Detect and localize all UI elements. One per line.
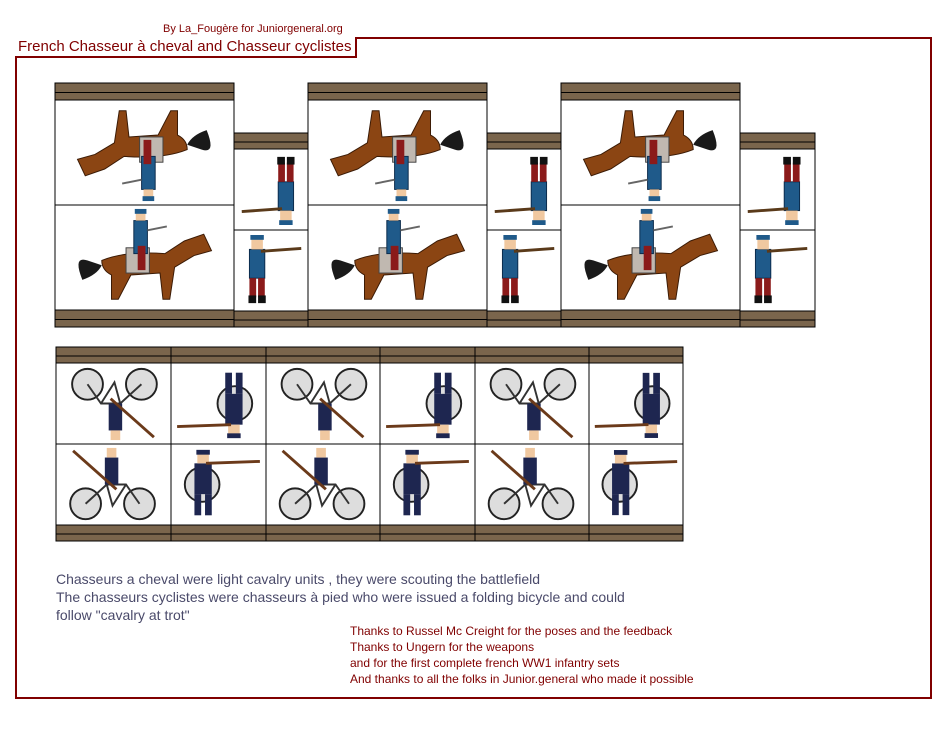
description-line: The chasseurs cyclistes were chasseurs à pied who were issued a folding bicycle and could [56, 589, 625, 605]
thanks-line: And thanks to all the folks in Junior.general who made it possible [350, 672, 694, 686]
base-strip [589, 347, 683, 363]
base-strip [266, 347, 380, 363]
base-strip [561, 310, 740, 327]
base-strip [234, 311, 309, 327]
base-strip [234, 133, 309, 149]
thanks-line: Thanks to Ungern for the weapons [350, 640, 535, 654]
cyclist-column [589, 347, 683, 541]
cavalry-group [55, 83, 309, 327]
cyclist-column [380, 347, 475, 541]
author-credit: By La_Fougère for Juniorgeneral.org [163, 23, 343, 35]
base-strip [740, 311, 815, 327]
cavalry-group [561, 83, 815, 327]
base-strip [171, 525, 266, 541]
base-strip [55, 310, 234, 327]
base-strip [308, 83, 487, 100]
description-line: follow "cavalry at trot" [56, 607, 190, 623]
base-strip [380, 347, 475, 363]
description-line: Chasseurs a cheval were light cavalry units , they were scouting the battlefield [56, 571, 541, 587]
base-strip [171, 347, 266, 363]
base-strip [740, 133, 815, 149]
base-strip [487, 311, 562, 327]
description [56, 570, 625, 624]
base-strip [561, 83, 740, 100]
thanks-line: Thanks to Russel Mc Creight for the poses and the feedback [350, 624, 673, 638]
base-strip [487, 133, 562, 149]
base-strip [55, 83, 234, 100]
cyclist-column [266, 347, 380, 541]
thanks-line: and for the first complete french WW1 infantry sets [350, 656, 620, 670]
base-strip [56, 525, 171, 541]
base-strip [589, 525, 683, 541]
cyclist-column [56, 347, 171, 541]
acknowledgements [350, 623, 694, 687]
cavalry-group [308, 83, 562, 327]
sheet-title: French Chasseur à cheval and Chasseur cyclistes [15, 37, 357, 58]
base-strip [266, 525, 380, 541]
base-strip [308, 310, 487, 327]
base-strip [475, 347, 589, 363]
base-strip [380, 525, 475, 541]
base-strip [56, 347, 171, 363]
cyclist-column [475, 347, 589, 541]
base-strip [475, 525, 589, 541]
cyclist-column [171, 347, 266, 541]
